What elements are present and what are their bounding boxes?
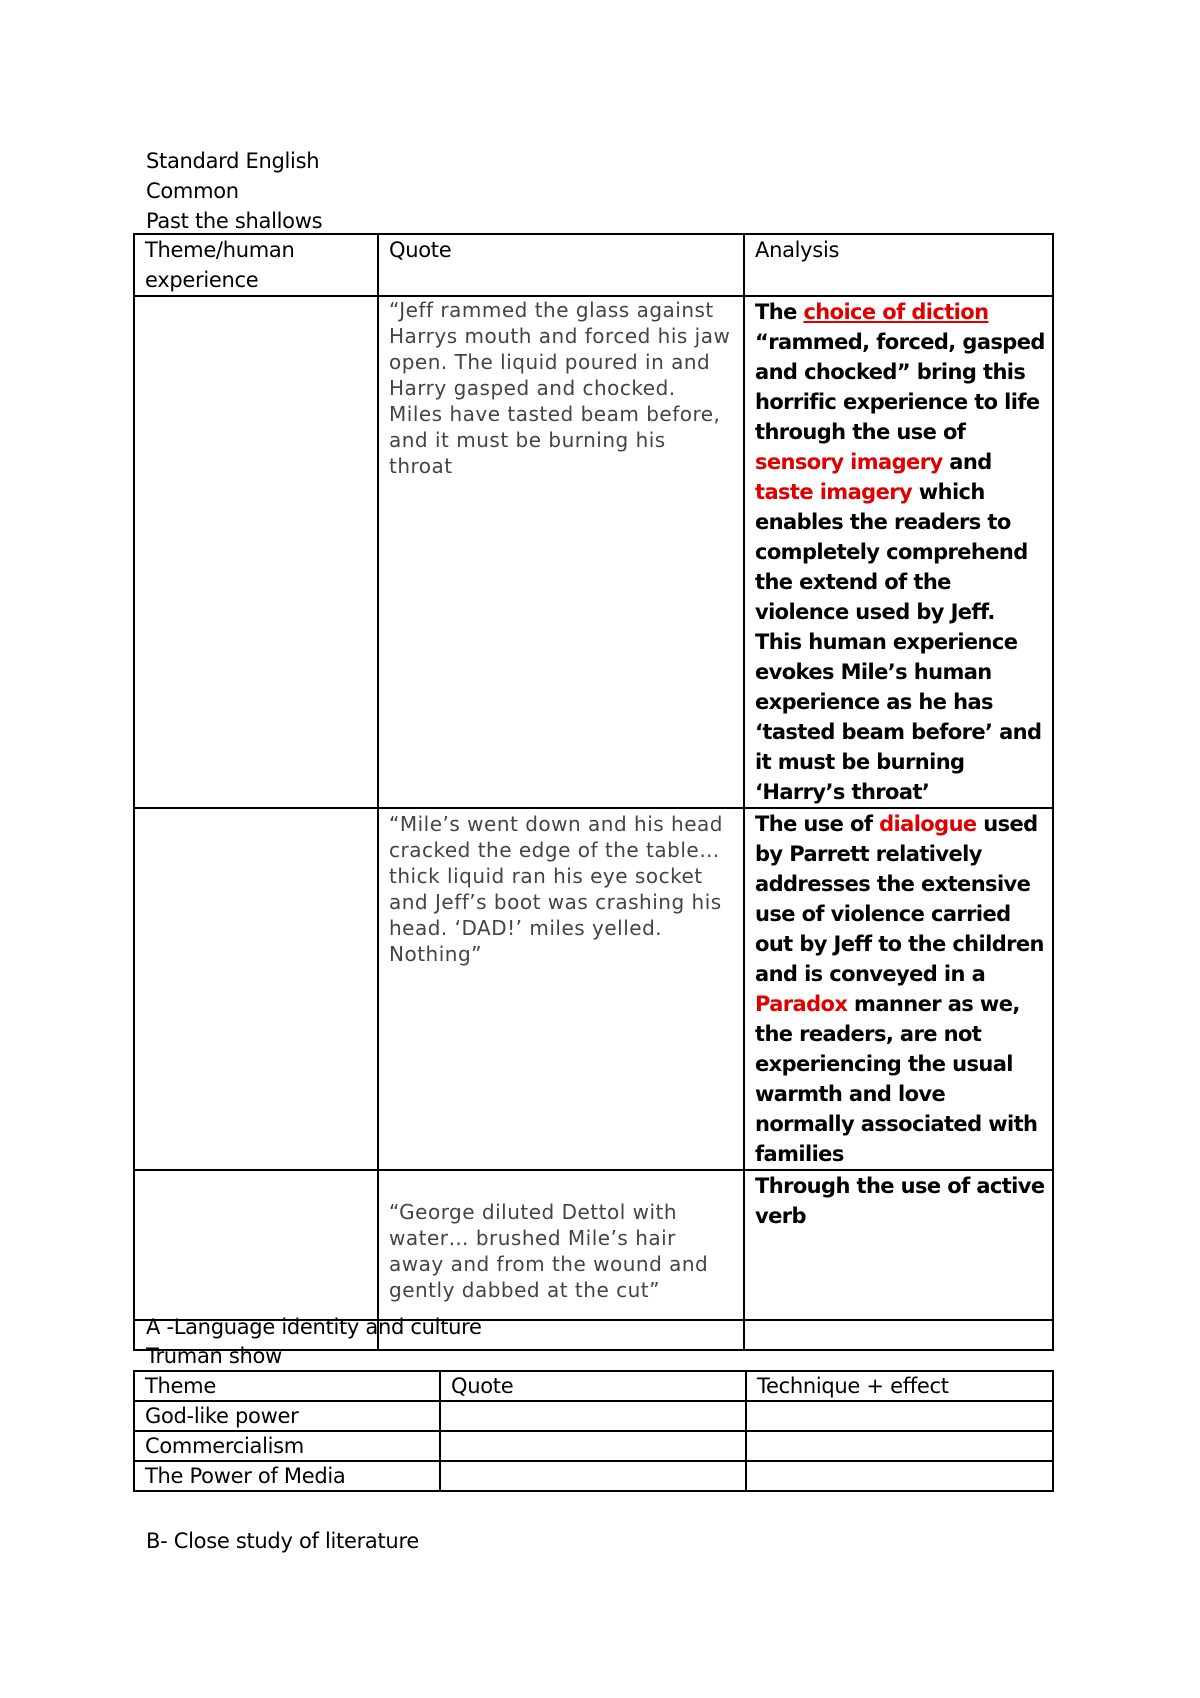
analysis-text: manner as we, the readers, are not experiencing the usual warmth and love normally associated with families <box>755 992 1038 1166</box>
table-row <box>134 1170 1053 1320</box>
analysis-text: The <box>755 300 804 324</box>
quote-cell: “Jeff rammed the glass against Harrys mouth and forced his jaw open. The liquid poured in and Harry gasped and chocked. Miles have tasted beam before, and it must be burning his throat <box>378 296 744 808</box>
past-the-shallows-table <box>133 233 1054 1351</box>
technique-term: choice of diction <box>803 300 989 324</box>
table-row <box>134 296 1053 808</box>
analysis-text: and <box>942 450 992 474</box>
theme-cell: Commercialism <box>134 1431 440 1461</box>
theme-cell <box>134 808 378 1170</box>
analysis-cell <box>744 296 1053 808</box>
module-heading: Common <box>146 179 239 203</box>
table-row <box>134 1401 1053 1431</box>
technique-term: dialogue <box>879 812 977 836</box>
table-header-row <box>134 234 1053 296</box>
table-row <box>134 808 1053 1170</box>
header-quote: Quote <box>378 234 744 296</box>
quote-cell: “George diluted Dettol with water… brushed Mile’s hair away and from the wound and gently dabbed at the cut” <box>378 1170 744 1320</box>
technique-term: sensory imagery <box>755 450 943 474</box>
technique-term: taste imagery <box>755 480 913 504</box>
analysis-text: “rammed, forced, gasped and chocked” bring this horrific experience to life through the use of <box>755 330 1045 444</box>
analysis-cell <box>744 1170 1053 1320</box>
table-row <box>134 1431 1053 1461</box>
section-a-text: Truman show <box>146 1344 282 1368</box>
table-header-row <box>134 1371 1053 1401</box>
technique-term: Paradox <box>755 992 848 1016</box>
section-a-title: A -Language identity and culture <box>146 1315 482 1339</box>
header-analysis: Analysis <box>744 234 1053 296</box>
header-theme: Theme/human experience <box>134 234 378 296</box>
header-quote: Quote <box>440 1371 746 1401</box>
analysis-cell <box>744 808 1053 1170</box>
section-b-title: B- Close study of literature <box>146 1529 419 1553</box>
analysis-text: used by Parrett relatively addresses the extensive use of violence carried out by Jeff to the children and is conveyed in a <box>755 812 1044 986</box>
text-heading: Past the shallows <box>146 209 323 233</box>
theme-cell: The Power of Media <box>134 1461 440 1491</box>
theme-cell <box>134 296 378 808</box>
subject-heading: Standard English <box>146 149 320 173</box>
truman-show-table <box>133 1370 1054 1492</box>
analysis-text: which enables the readers to completely comprehend the extend of the violence used by Jeff. This human experience evokes Mile’s human experience as he has ‘tasted beam before’ and it must be burning ‘Harry’s throat’ <box>755 480 1042 804</box>
header-theme: Theme <box>134 1371 440 1401</box>
table-row <box>134 1461 1053 1491</box>
analysis-text: The use of <box>755 812 880 836</box>
quote-cell: “Mile’s went down and his head cracked the edge of the table… thick liquid ran his eye socket and Jeff’s boot was crashing his head. ‘DAD!’ miles yelled. Nothing” <box>378 808 744 1170</box>
theme-cell: God-like power <box>134 1401 440 1431</box>
theme-cell <box>134 1170 378 1320</box>
header-technique: Technique + effect <box>746 1371 1053 1401</box>
analysis-text: Through the use of active verb <box>755 1174 1045 1228</box>
